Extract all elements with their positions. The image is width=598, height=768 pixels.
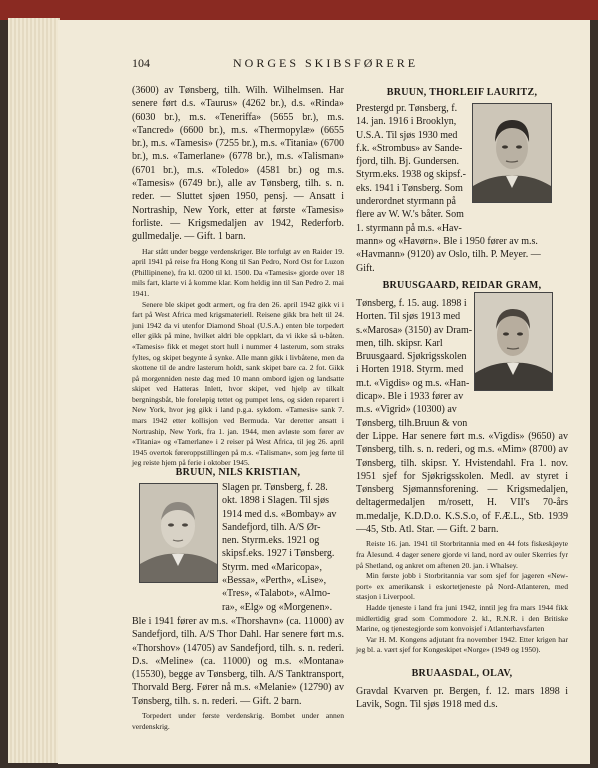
portrait-photo [474, 292, 553, 391]
entry-text-block [356, 685, 568, 712]
entry-notes [132, 247, 344, 469]
right-column-lower [356, 430, 568, 656]
portrait-photo [472, 103, 552, 203]
entry-text: Gravdal Kvarven pr. Bergen, f. 12. mars 1898 i Lavik, Sogn. Til sjøs 1918 med d.s. [356, 686, 568, 711]
entry-notes [356, 539, 568, 656]
text-line: Prestergd pr. Tønsberg, f. [356, 103, 458, 114]
entry-note: Torpedert under første verdenskrig. Bombet under annen verdenskrig. [132, 711, 344, 731]
text-line: Styrm.eks. 1938 og skipsf.- [356, 169, 466, 181]
page-edges [8, 18, 60, 763]
left-column-lower [132, 615, 344, 732]
portrait-photo [139, 483, 218, 583]
text-line: m.s. «Vigrid» (10300) av [356, 404, 457, 416]
entry-wrap-text [222, 481, 344, 614]
entry-note: Var H. M. Kongens adjutant fra november 1942. Etter krigen har jeg bl. a. vært sjef for Kongeskipet «Norge» (1949 og 1950). [356, 634, 568, 655]
text-line: flere av W. W.'s båter. Som [356, 209, 464, 221]
book-cover-edge [0, 0, 598, 20]
text-line: 1914 med d.s. «Bombay» av [222, 508, 337, 520]
text-line: «Tres», «Talabot», «Almo- [222, 588, 331, 600]
text-line: Bruusgaard. Sjøkrigsskolen [356, 351, 467, 363]
entry-name: BRUAASDAL, OLAV, [411, 668, 513, 679]
entry-note: Har stått under begge verdenskriger. Ble torfulgt av en Raider 19. april 1941 på reise fra Hong Kong til San Pedro, Nord Ost for Luzon (Phillipinene), fra kl. 0200 til kl. 1500. Da «Tamesis» gjorde over 18 mils fart, klarte vi å komme klar. Kom heldig inn til San Pedro 2. mai 1941. [132, 246, 344, 298]
text-line: Styrm. med «Maricopa», [222, 561, 322, 573]
entry-wrap-text [356, 102, 541, 275]
text-line: Slagen pr. Tønsberg, f. 28. [222, 482, 328, 493]
running-title: NORGES SKIBSFØRERE [233, 56, 419, 70]
text-line: «Bessa», «Perth», «Lise», [222, 575, 327, 587]
text-line: 14. jan. 1916 i Brooklyn, [356, 116, 457, 128]
text-line: mann» og «Havørn». Ble i 1950 fører av m.s. [356, 235, 538, 247]
text-line: s.«Marosa» (3150) av Dram- [356, 324, 473, 336]
entry-note: Hadde tjeneste i land fra juni 1942, inntil jeg fra mars 1944 fikk midlertidig grad som Commodore 2. kl., R.N.R. i den Britiske Marine, og tjenestegjorde som konvoisjef i Atlanterhavsfarten [356, 602, 568, 634]
text-line: okt. 1898 i Slagen. Til sjøs [222, 495, 329, 507]
text-line: Gift. [356, 262, 375, 274]
left-column [132, 84, 344, 469]
text-line: Sandefjord, tilh. A/S Ør- [222, 521, 321, 533]
entry-note: Reiste 16. jan. 1941 til Storbritannia med en 44 fots fiskeskjøyte fra Ålesund. 4 dager senere gjorde vi land, nord av ouler Skerries fyr på Shetland, og ankret om aftenen 20. jan. i Whalsey. [356, 539, 568, 570]
entry-text: Ble i 1941 fører av m.s. «Thorshavn» (ca. 11000) av Sandefjord, tilh. A/S Thor Dahl. Har senere ført m.s. «Thorshov» (14705) av Sandefjord, tilh. s. n. rederi. D.s. «Meline» (ca. 11000) og m.s. «Montana» (15530), begge av Tønsberg, tilh. A/S Tanktransport, Thorvald Berg. Fører nå m.s. «Melanie» (12790) av Tønsberg, tilh. s. n. rederi. — Gift. 2 barn. [132, 616, 344, 707]
entry-note: Senere ble skipet godt armert, og fra den 26. april 1942 gikk vi i fart på West Africa med krigsmateriell. Reisene gikk bra helt til 24. juni 1942 da vi utenfor Diamond Shoal (U.S.A.) enten ble torpedert eller gikk på mine, hvilket aldri ble oppklart, da vi ikke så u-båten. «Tamesis» fikk et meget stort hull i nummer 4 lasterum, som straks fyltes, og skipet begynte å synke. Alle mann gikk i livbåtene, men da skottene til de andre lasterum holdt, sank skipet bare ca. 2 fot. Gikk på morgenniden neste dag med 10 mann ombord igjen og landsatte skipet ved Hatteras Inlett, hvor skipet, ved hjelp av tilkalt bergningsbåt, ble foreløpig tettet og pumpet lens, og siden reparert i New York, hvor jeg gikk i land p.g.a. sykdom. «Tamesis» sank 7. mars 1942 etter kollisjon ved Bermuda. Var deretter ansatt i Nortraship, New York, fra 1. jan. 1944, men avløste som fører av «Titania» og «Tamerlane» i 2 reiser på West Africa, til jeg 26. april 1945 overtok føreroppstillingen på m.s. «Talisman», som jeg førte til jeg reiste hjem på ferie i oktober 1945. [132, 299, 344, 468]
entry-continuation-text: (3600) av Tønsberg, tilh. Wilh. Wilhelmsen. Har senere ført d.s. «Taurus» (4262 br.), d.s. «Rinda» (6030 br.), m.s. «Teneriffa» (5655 br.), m.s. «Tancred» (6600 br.), m.s. «Thermopylæ» (6655 br.), m.s. «Tamesis» (7255 br.), m.s. «Titania» (6700 br.), m.s. «Tamerlane» (6778 br.), m.s. «Talisman» (6701 br.), m.s. «Toledo» (4581 br.) og m.s. «Tamesis» (6749 br.), alle av Tønsberg, tilh. s. n. reder. — Sluttet sjøen 1950, pensj. — Ansatt i Nortraship, New York, etter at første «Tamesis» forliste. — Krigsmedaljen av 1942, Rederforb. gullmedalje. — Gift. 1 barn. [132, 85, 344, 243]
entry-name: BRUUN, NILS KRISTIAN, [175, 467, 301, 478]
text-line: ra», «Elg» og «Morgenen». [222, 601, 333, 613]
text-line: «Havmann» (9120) av Oslo, tilh. P. Meyer. — [356, 249, 541, 261]
book-page [58, 20, 590, 764]
text-line: skipsf.eks. 1927 i Tønsberg. [222, 548, 335, 560]
text-line: underordnet styrmann på [356, 196, 456, 208]
text-line: Horten. Til sjøs 1913 med [356, 311, 461, 323]
text-line: m.t. «Vigdis» og m.s. «Han- [356, 377, 470, 389]
text-line: i Horten 1918. Styrm. med [356, 364, 464, 376]
entry-wrap-text [356, 297, 482, 430]
text-line: Tønsberg, tilh.Bruun & von [356, 417, 468, 429]
text-line: dicap». Ble i 1933 fører av [356, 391, 464, 403]
page-number: 104 [132, 56, 150, 70]
text-line: men, tilh. skipsr. Karl [356, 337, 443, 349]
entry-note: Min første jobb i Storbritannia var som sjef for jageren «New-port» ex amerikansk i eskortetjeneste på Nord-Atlanteren, med stasjon i Liverpool. [356, 571, 568, 602]
entry-name: BRUUN, THORLEIF LAURITZ, [386, 87, 538, 98]
text-line: Tønsberg, f. 15. aug. 1898 i [356, 298, 467, 309]
text-line: U.S.A. Til sjøs 1930 med [356, 129, 458, 141]
entry-text: der Lippe. Har senere ført m.s. «Vigdis» (9650) av Tønsberg, tilh. s. n. rederi, og m.s. «Mim» (8700) av Tønsberg, tilh. skipsr. Y. Hvistendahl. Fra 1. nov. 1951 sjef for Sjøkrigsskolen. Medl. av styret i Tønsberg Sjømannsforening. — Krigsmedaljen, deltagermedaljen m/rosett, H. VII's 70-års m.medalje, K.D.D.o. K.S.S.o, of F.Æ.L., Stb. 1939—45, Stb. Atl. Star. — Gift. 2 barn. [356, 431, 568, 536]
text-line: f.k. «Strombus» av Sande- [356, 142, 463, 154]
entry-name: BRUUSGAARD, REIDAR GRAM, [382, 280, 542, 291]
text-line: 1. styrmann på m.s. «Hav- [356, 222, 462, 234]
text-line: eks. 1941 i Tønsberg. Som [356, 182, 463, 194]
text-line: nen. Styrm.eks. 1921 og [222, 535, 320, 547]
page-header [58, 56, 590, 72]
text-line: fjord, tilh. Bj. Gundersen. [356, 156, 460, 168]
